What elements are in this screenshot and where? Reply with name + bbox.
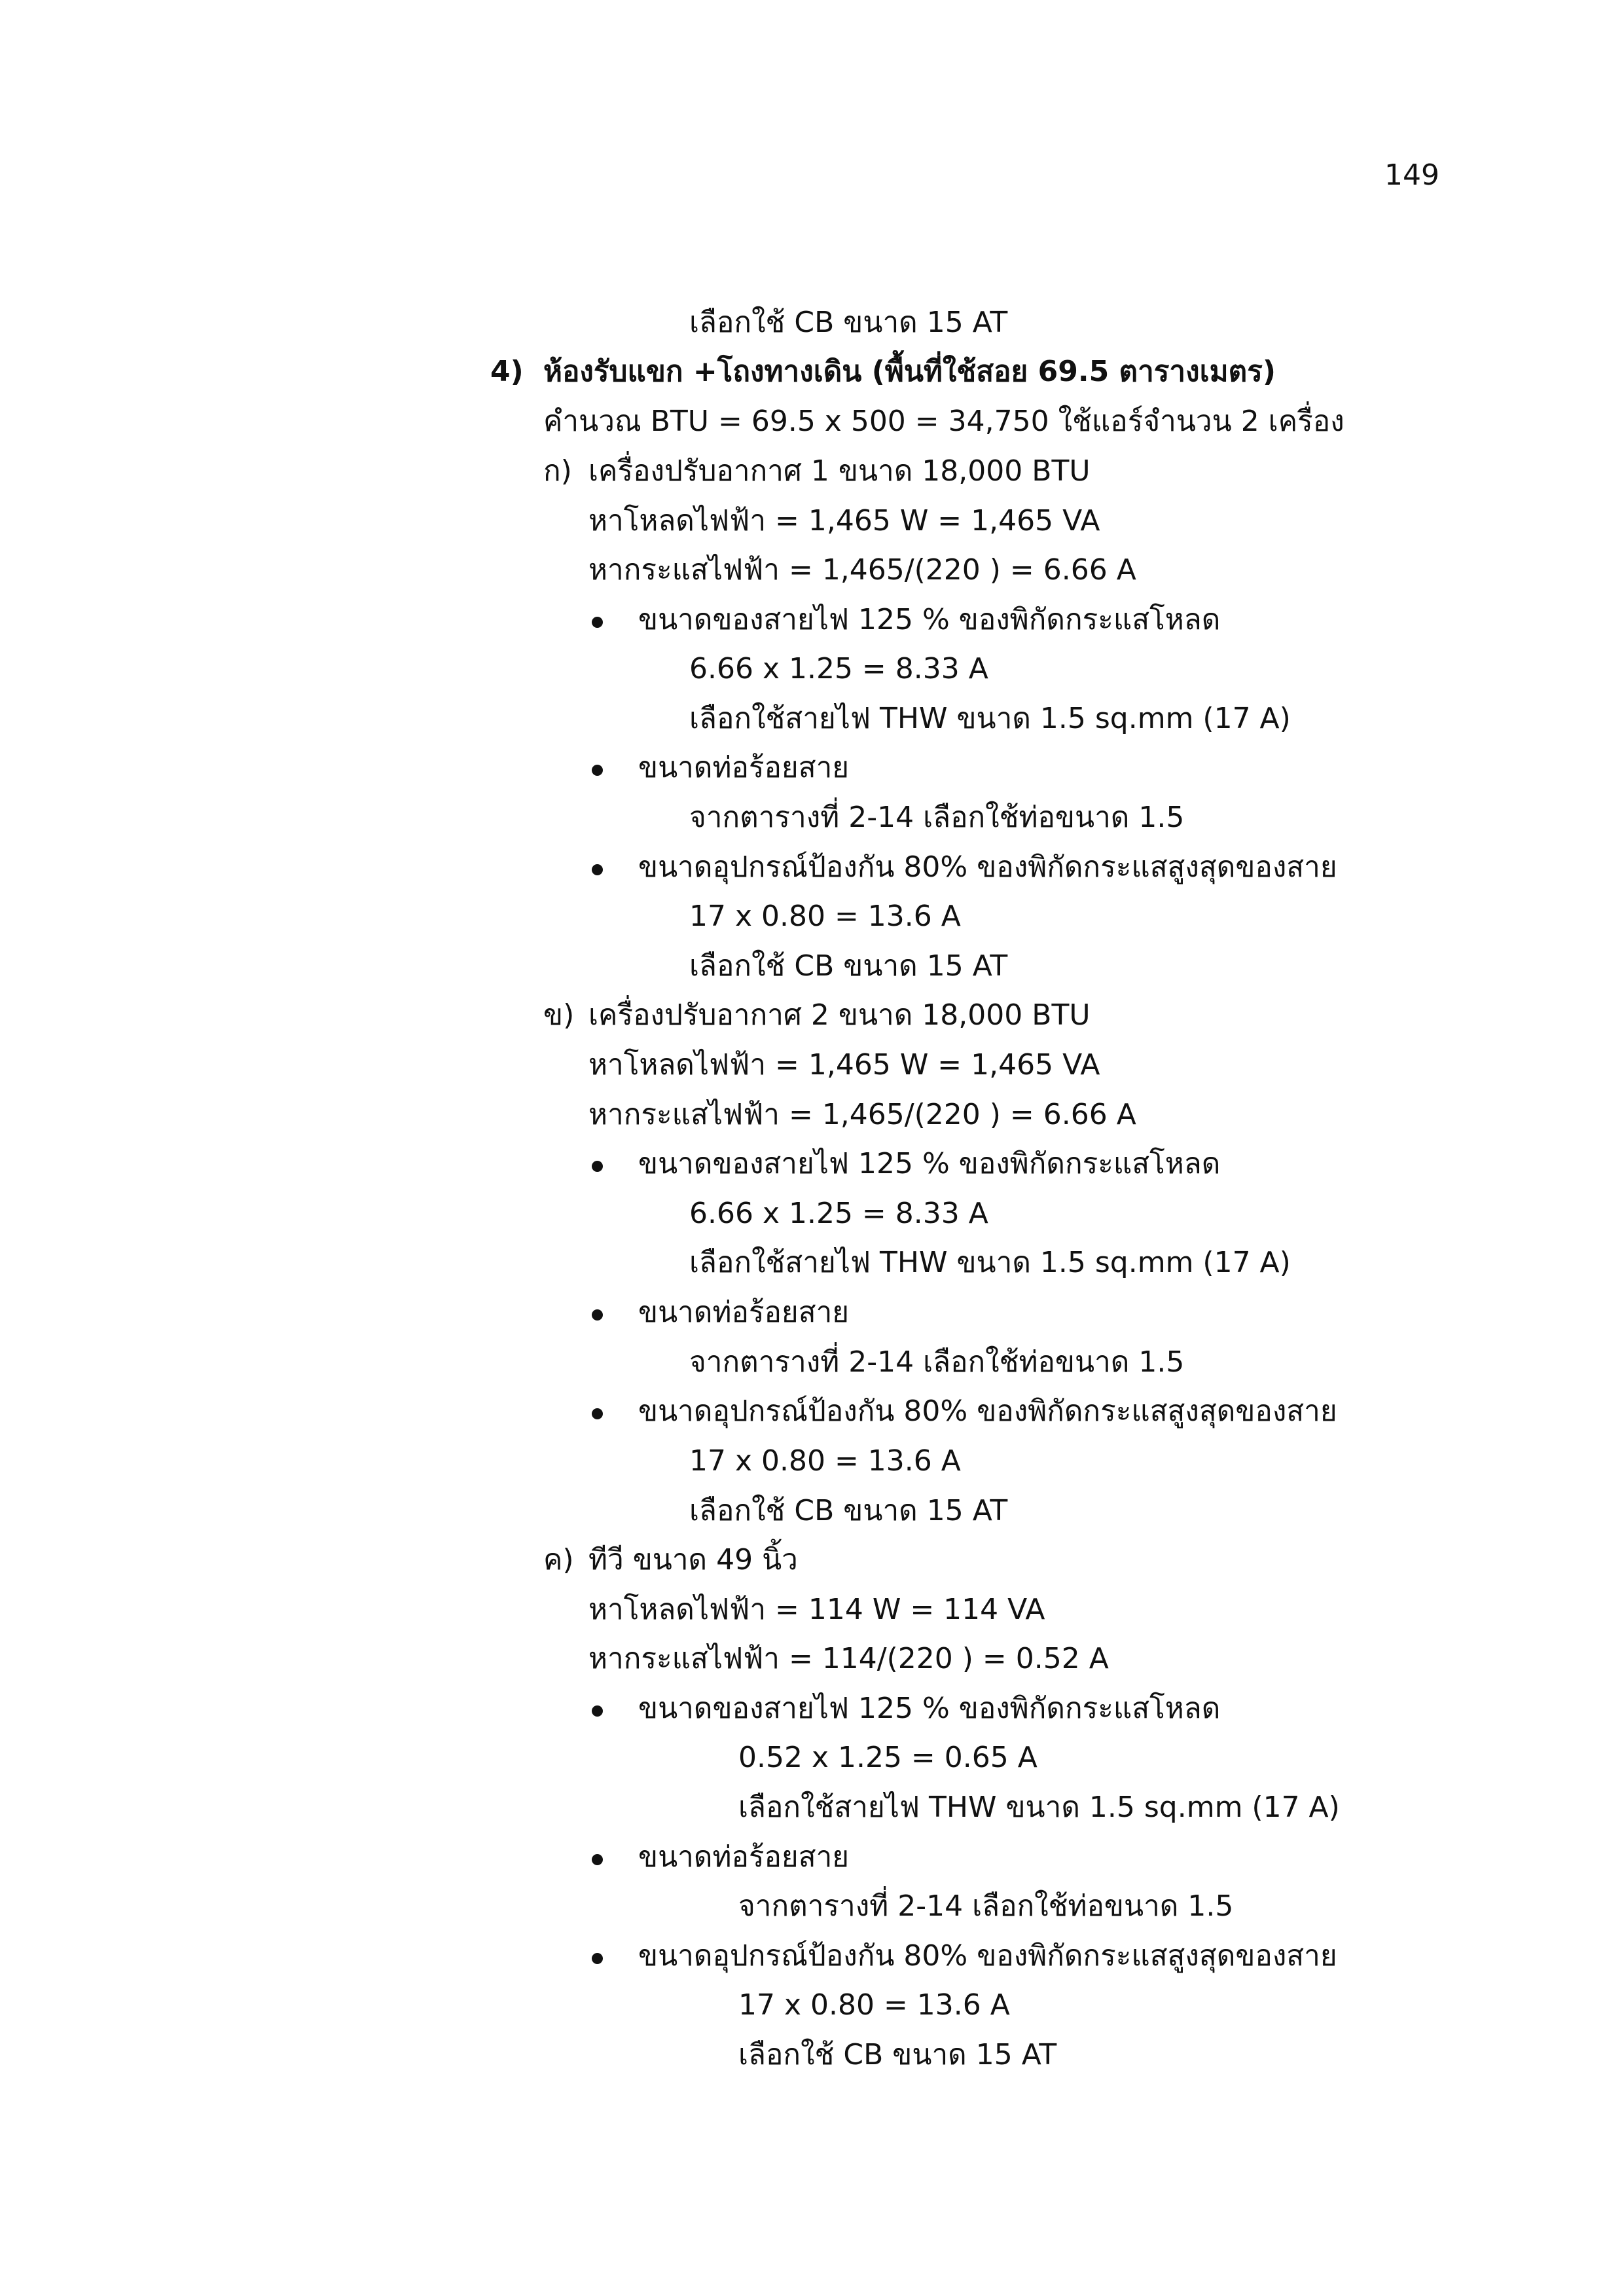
wire-heading: ขนาดของสายไฟ 125 % ของพิกัดกระแสโหลด: [638, 603, 1221, 636]
bullet-icon: [592, 1408, 603, 1419]
wire-calc: 6.66 x 1.25 = 8.33 A: [689, 1197, 988, 1230]
bullet-icon: [592, 1161, 603, 1172]
bullet-icon: [592, 617, 603, 628]
wire-select: เลือกใช้สายไฟ THW ขนาด 1.5 sq.mm (17 A): [689, 1246, 1291, 1279]
conduit-select: จากตารางที่ 2-14 เลือกใช้ท่อขนาด 1.5: [689, 801, 1185, 834]
conduit-select: จากตารางที่ 2-14 เลือกใช้ท่อขนาด 1.5: [738, 1889, 1234, 1923]
wire-heading: ขนาดของสายไฟ 125 % ของพิกัดกระแสโหลด: [638, 1692, 1221, 1725]
item-title: เครื่องปรับอากาศ 1 ขนาด 18,000 BTU: [588, 454, 1091, 488]
item-load: หาโหลดไฟฟ้า = 1,465 W = 1,465 VA: [588, 1048, 1100, 1082]
wire-select: เลือกใช้สายไฟ THW ขนาด 1.5 sq.mm (17 A): [689, 702, 1291, 735]
protect-select: เลือกใช้ CB ขนาด 15 AT: [738, 2038, 1057, 2071]
wire-calc: 0.52 x 1.25 = 0.65 A: [738, 1741, 1038, 1774]
protect-select: เลือกใช้ CB ขนาด 15 AT: [689, 1494, 1008, 1527]
protect-heading: ขนาดอุปกรณ์ป้องกัน 80% ของพิกัดกระแสสูงสุดของสาย: [638, 1939, 1337, 1973]
section-heading: ห้องรับแขก +โถงทางเดิน (พื้นที่ใช้สอย 69.5 ตารางเมตร): [543, 355, 1276, 388]
conduit-heading: ขนาดท่อร้อยสาย: [638, 751, 850, 784]
item-load: หาโหลดไฟฟ้า = 1,465 W = 1,465 VA: [588, 504, 1100, 538]
conduit-heading: ขนาดท่อร้อยสาย: [638, 1840, 850, 1874]
bullet-icon: [592, 765, 603, 776]
protect-heading: ขนาดอุปกรณ์ป้องกัน 80% ของพิกัดกระแสสูงสุดของสาย: [638, 1394, 1337, 1428]
item-marker: ค): [543, 1543, 574, 1576]
conduit-heading: ขนาดท่อร้อยสาย: [638, 1296, 850, 1329]
item-current: หากระแสไฟฟ้า = 1,465/(220 ) = 6.66 A: [588, 553, 1136, 587]
bullet-icon: [592, 864, 603, 875]
section-number: 4): [490, 355, 524, 388]
bullet-icon: [592, 1953, 603, 1964]
item-title: เครื่องปรับอากาศ 2 ขนาด 18,000 BTU: [588, 998, 1091, 1032]
protect-calc: 17 x 0.80 = 13.6 A: [689, 1444, 961, 1478]
page-number: 149: [1384, 158, 1439, 192]
section-calc: คำนวณ BTU = 69.5 x 500 = 34,750 ใช้แอร์จำนวน 2 เครื่อง: [543, 405, 1344, 438]
wire-select: เลือกใช้สายไฟ THW ขนาด 1.5 sq.mm (17 A): [738, 1791, 1340, 1824]
conduit-select: จากตารางที่ 2-14 เลือกใช้ท่อขนาด 1.5: [689, 1345, 1185, 1379]
protect-select: เลือกใช้ CB ขนาด 15 AT: [689, 949, 1008, 983]
item-current: หากระแสไฟฟ้า = 1,465/(220 ) = 6.66 A: [588, 1098, 1136, 1131]
protect-calc: 17 x 0.80 = 13.6 A: [689, 900, 961, 933]
item-marker: ข): [543, 998, 575, 1032]
protect-calc: 17 x 0.80 = 13.6 A: [738, 1988, 1010, 2022]
item-load: หาโหลดไฟฟ้า = 114 W = 114 VA: [588, 1593, 1045, 1626]
item-current: หากระแสไฟฟ้า = 114/(220 ) = 0.52 A: [588, 1642, 1109, 1675]
bullet-icon: [592, 1705, 603, 1717]
item-marker: ก): [543, 454, 572, 488]
item-title: ทีวี ขนาด 49 นิ้ว: [588, 1543, 798, 1576]
wire-calc: 6.66 x 1.25 = 8.33 A: [689, 652, 988, 685]
protect-heading: ขนาดอุปกรณ์ป้องกัน 80% ของพิกัดกระแสสูงสุดของสาย: [638, 850, 1337, 884]
wire-heading: ขนาดของสายไฟ 125 % ของพิกัดกระแสโหลด: [638, 1147, 1221, 1180]
top-line: เลือกใช้ CB ขนาด 15 AT: [689, 306, 1008, 339]
bullet-icon: [592, 1854, 603, 1865]
bullet-icon: [592, 1309, 603, 1321]
